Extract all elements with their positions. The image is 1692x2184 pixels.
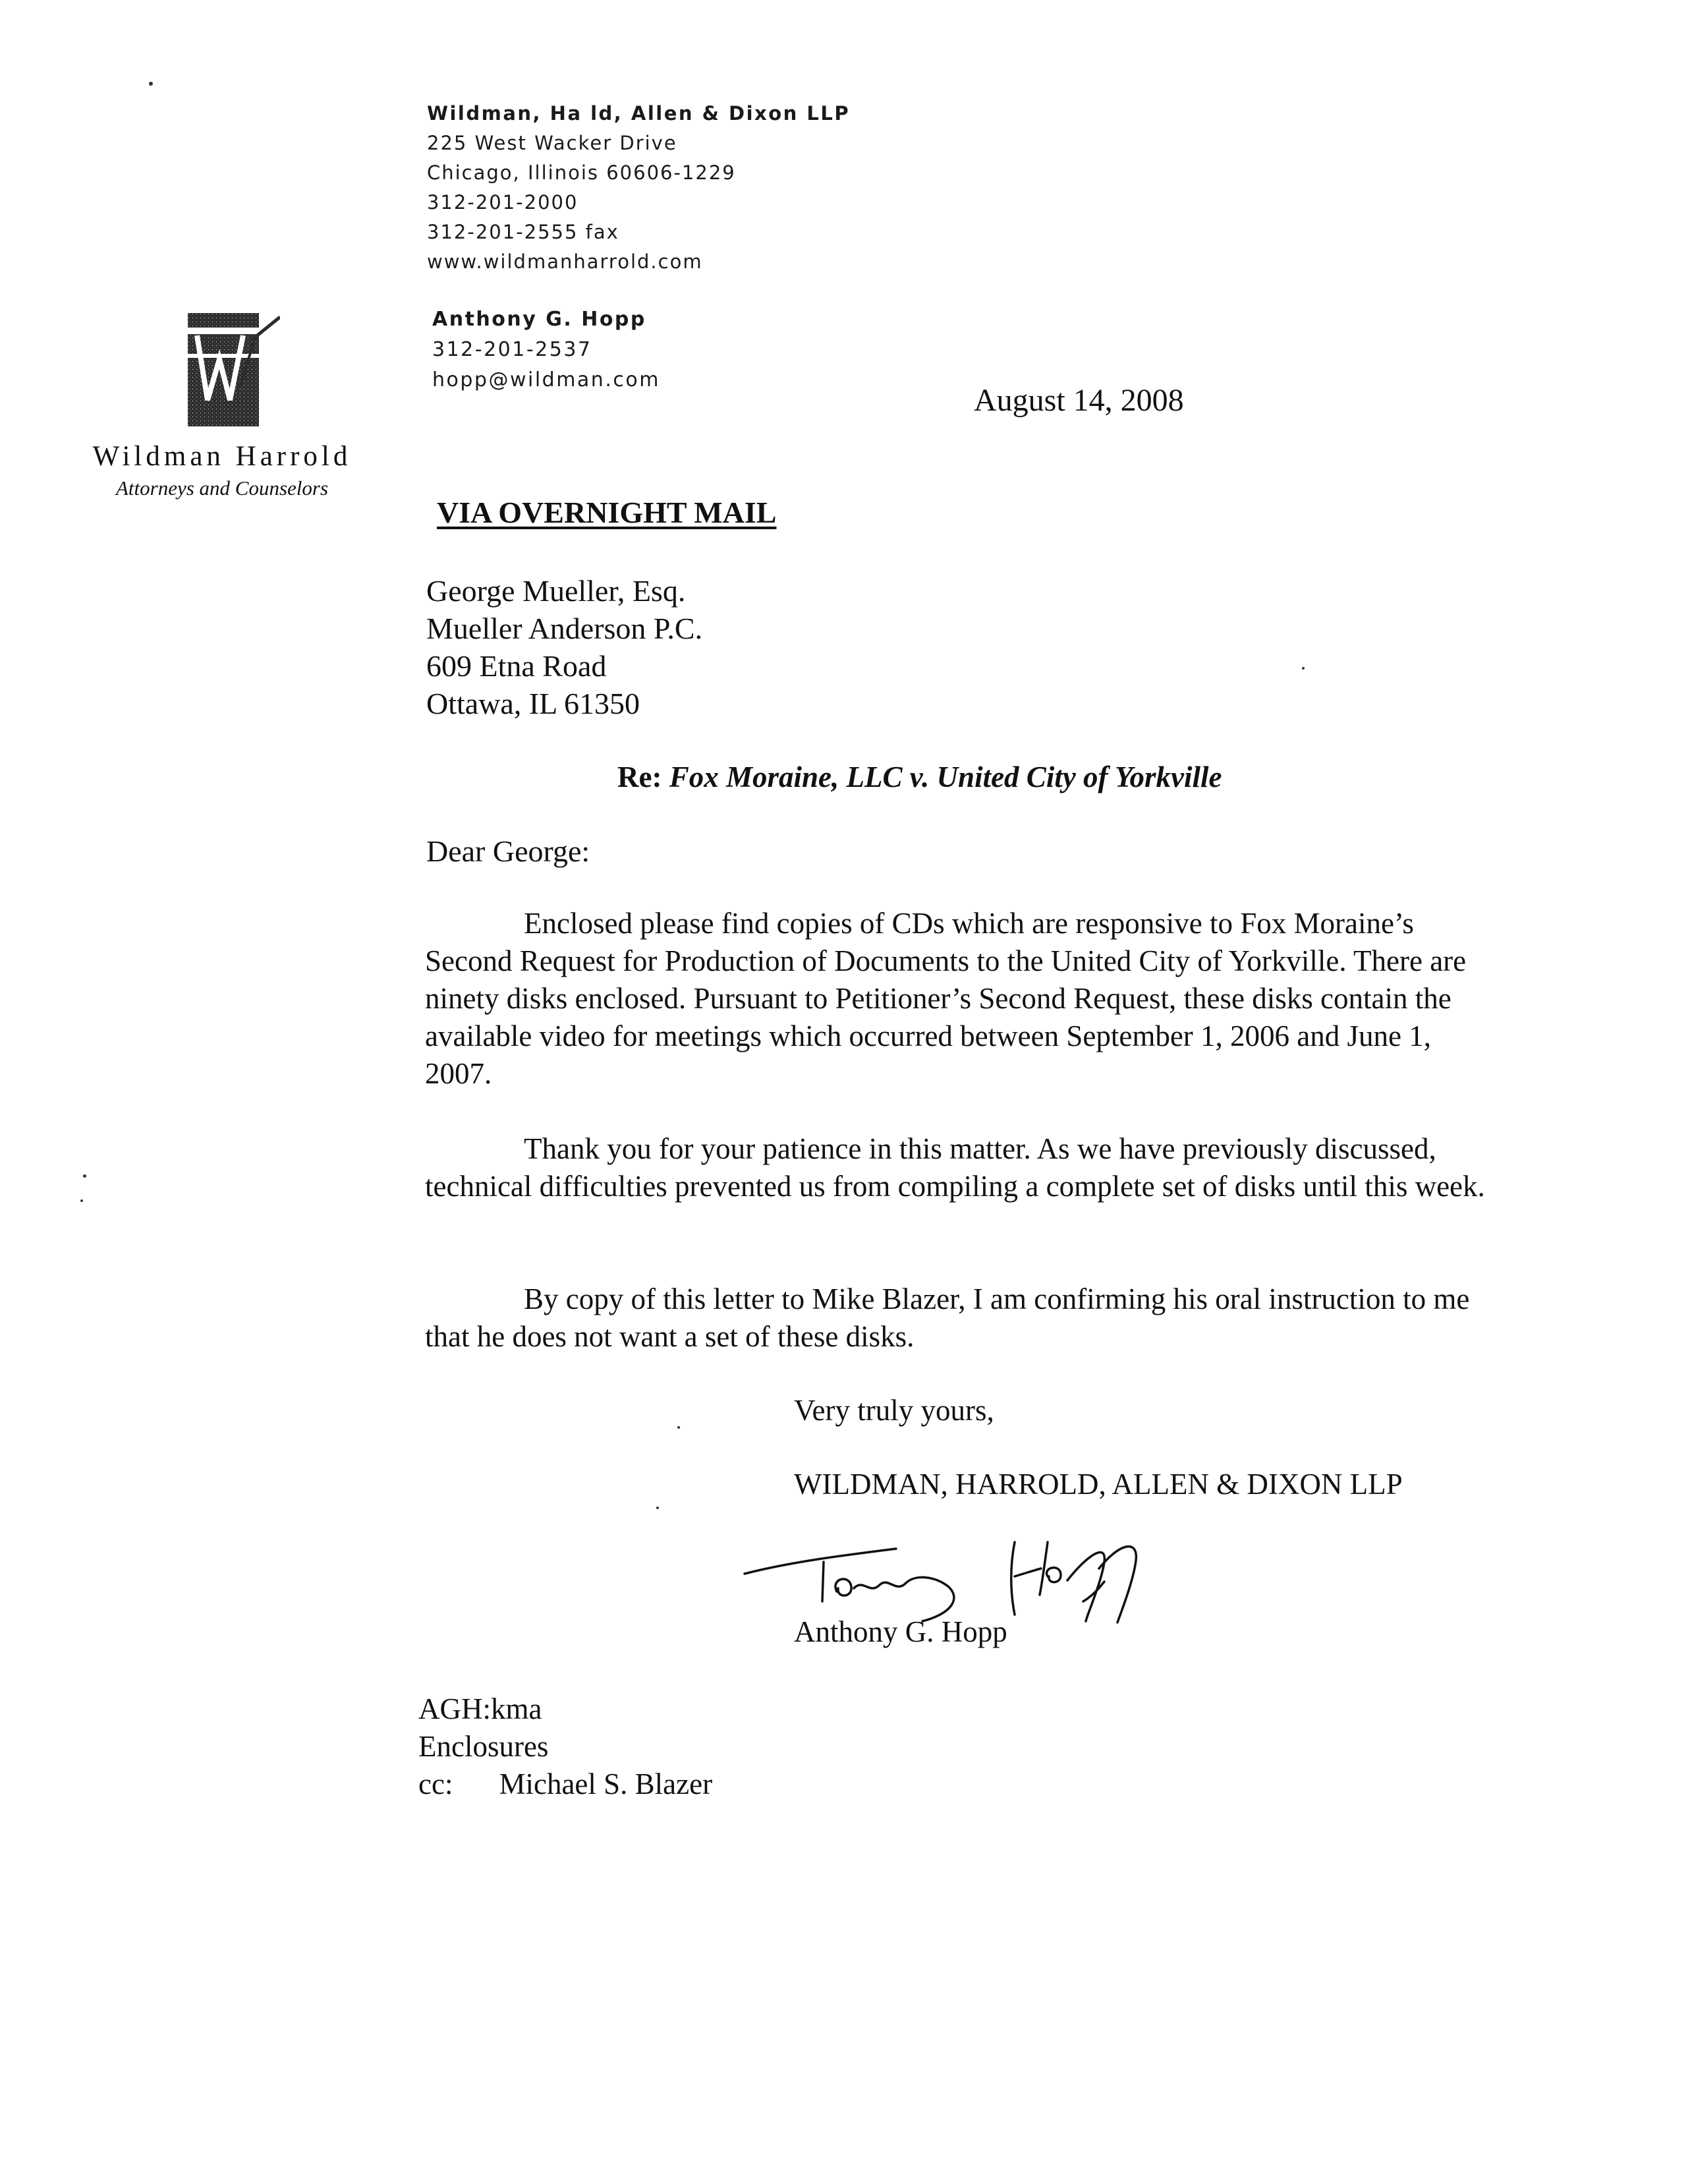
cc-label: cc:: [418, 1767, 453, 1800]
body-paragraph: Thank you for your patience in this matter. As we have previously discussed, technical difficulties prevented us from compiling a complete set of disks until this week.: [425, 1132, 1485, 1203]
closing: Very truly yours,: [794, 1394, 994, 1427]
scan-speck: [83, 1174, 86, 1178]
letterhead-phone: 312-201-2000: [427, 191, 578, 214]
reference-initials: AGH:kma: [418, 1692, 542, 1725]
sender-phone: 312-201-2537: [432, 338, 592, 361]
letter-date: August 14, 2008: [974, 383, 1184, 418]
letterhead-fax: 312-201-2555 fax: [427, 221, 619, 243]
recipient-address: [426, 572, 702, 722]
signature-firm: WILDMAN, HARROLD, ALLEN & DIXON LLP: [794, 1468, 1403, 1501]
recipient-city: Ottawa, IL 61350: [426, 687, 640, 720]
sender-block: [432, 304, 660, 395]
delivery-method: VIA OVERNIGHT MAIL: [437, 496, 777, 529]
scan-speck: [80, 1199, 83, 1202]
sender-name: Anthony G. Hopp: [432, 308, 646, 331]
letterhead-website: www.wildmanharrold.com: [427, 250, 703, 273]
brand-name: Wildman Harrold: [92, 441, 352, 472]
scan-speck: [1302, 667, 1305, 670]
recipient-company: Mueller Anderson P.C.: [426, 612, 703, 645]
signer-name: Anthony G. Hopp: [794, 1615, 1007, 1648]
letterhead-firm-name: Wildman, Ha ld, Allen & Dixon LLP: [427, 102, 851, 125]
enclosures-note: Enclosures: [418, 1730, 549, 1763]
recipient-name: George Mueller, Esq.: [426, 574, 686, 608]
cc-recipient: Michael S. Blazer: [499, 1767, 713, 1800]
body-paragraph: By copy of this letter to Mike Blazer, I am confirming his oral instruction to me that he does not want a set of these disks.: [425, 1282, 1470, 1353]
subject-line: [617, 760, 1222, 794]
w-monogram-logo-icon: [188, 313, 280, 426]
subject-label: Re:: [617, 761, 662, 793]
scan-speck: [677, 1426, 680, 1429]
footer-notations: [418, 1690, 712, 1803]
letterhead-street: 225 West Wacker Drive: [427, 132, 677, 154]
handwritten-signature: [738, 1516, 1212, 1628]
scan-speck: [149, 82, 153, 86]
brand-tagline: Attorneys and Counselors: [115, 476, 329, 500]
cc-line: [418, 1766, 712, 1803]
letterhead-city: Chicago, Illinois 60606-1229: [427, 161, 736, 184]
body-paragraph: Enclosed please find copies of CDs which are responsive to Fox Moraine’s Second Request for Production of Documents to the United City of Yorkville. There are ninety disks enclosed. Pursuant to Petitioner’s Second Request, these disks contain the available video for meetings which occurred between September 1, 2006 and June 1, 2007.: [425, 907, 1467, 1090]
sender-email: hopp@wildman.com: [432, 368, 660, 391]
letterhead: [427, 99, 850, 277]
recipient-street: 609 Etna Road: [426, 649, 607, 683]
subject-case: Fox Moraine, LLC v. United City of Yorkville: [669, 761, 1222, 793]
scan-speck: [656, 1507, 659, 1509]
salutation: Dear George:: [426, 834, 590, 868]
